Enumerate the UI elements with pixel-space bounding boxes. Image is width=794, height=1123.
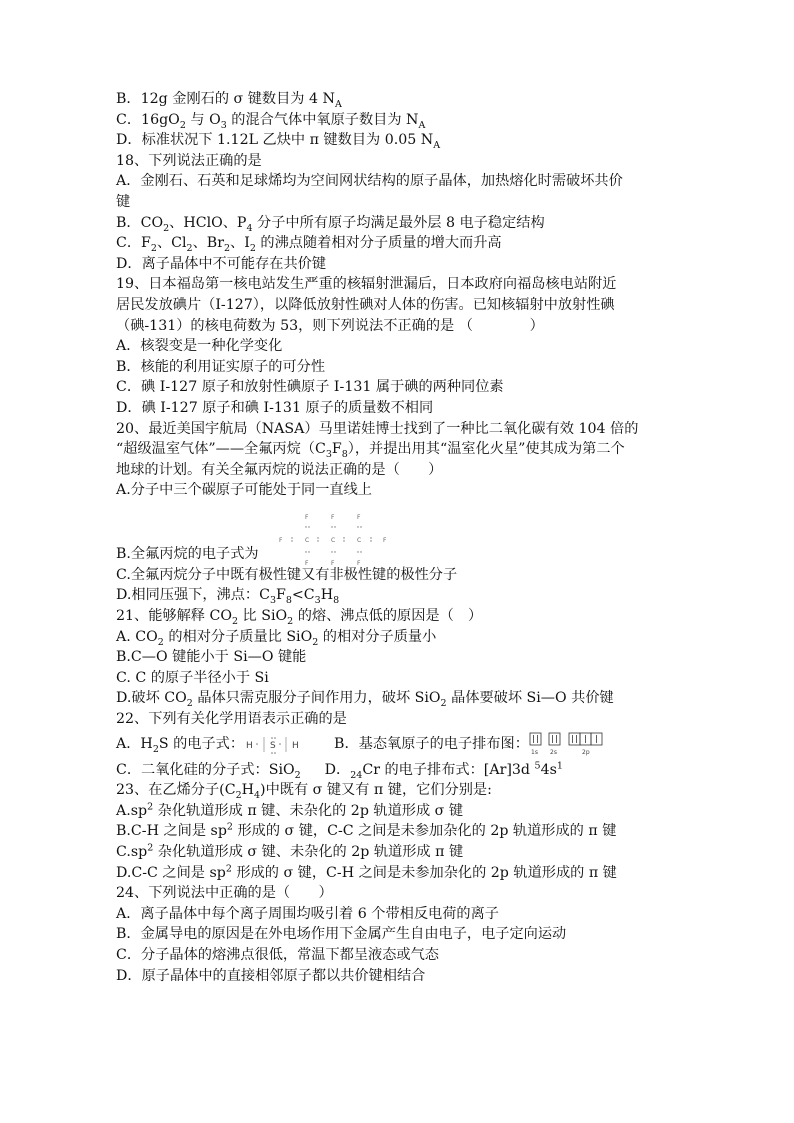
formula-c-3: C <box>356 536 361 544</box>
formula-c-1: C <box>304 536 309 544</box>
exam-page <box>116 89 676 986</box>
q20-stem-3: 地球的计划。有关全氟丙烷的说法正确的是（ ） <box>116 461 443 478</box>
q23-option-b: B.C-H 之间是 $sp^2$ 形成的 σ 键，C-C 之间是未参加杂化的 2p 轨道形成的 π 键 <box>116 821 617 840</box>
q20-option-b-row <box>116 501 676 565</box>
q21-option-b: B.C—O 键能小于 Si—O 键能 <box>116 649 307 666</box>
q23-option-a: $A.sp^2$ 杂化轨道形成 π 键、未杂化的 2p 轨道形成 σ 键 <box>116 801 464 819</box>
q22-option-d: D．$_{24}$Cr 的电子排布式：[Ar]3d $^54s^1$ <box>324 759 563 781</box>
q20-stem-2: “超级温室气体”——全氟丙烷$(C_3F_8)$，并提出用其“温室化火星”使其成为第二个 <box>116 441 625 460</box>
q19-option-b: B．核能的利用证实原子的可分性 <box>116 358 326 375</box>
q23-stem: 23、在乙烯分子$(C_2H_4)$中既有 σ 键又有 π 键，它们分别是: <box>116 782 492 802</box>
q24-option-b: B．金属导电的原因是在外电场作用下金属产生自由电子，电子定向运动 <box>116 926 567 943</box>
q19-option-c: C．碘 I-127 原子和放射性碘原子 I-131 属于碘的两种同位素 <box>116 379 504 396</box>
h2s-h-left: H <box>246 740 253 751</box>
orbital-label-2s: 2s <box>549 748 557 756</box>
q19-option-d: D．碘 I-127 原子和碘 I-131 原子的质量数不相同 <box>116 399 434 416</box>
q20-option-b: B.全氟丙烷的电子式为 <box>116 546 259 563</box>
q21-option-a: A. $CO_2$ 的相对分子质量比 SiO$_2$ 的相对分子质量小 <box>116 628 437 648</box>
q20-option-c: C.全氟丙烷分子中既有极性键又有非极性键的极性分子 <box>116 566 458 583</box>
q18-stem: 18、下列说法正确的是 <box>116 152 262 169</box>
formula-f-right: F <box>382 536 387 544</box>
q18-option-a-cont: 键 <box>116 193 131 210</box>
orbital-label-2p: 2p <box>581 748 590 756</box>
h2s-electron-formula <box>244 733 304 757</box>
q19-stem-1: 19、日本福岛第一核电站发生严重的核辐射泄漏后，日本政府向福岛核电站附近 <box>116 276 617 293</box>
orbital-label-1s: 1s <box>530 748 538 756</box>
q21-option-d: D.破坏 $CO_2$ 晶体只需克服分子间作用力，破坏 SiO$_2$ 晶体要破坏 Si—O 共价键 <box>116 690 614 710</box>
q20-stem-1: 20、最近美国宇航局（NASA）马里诺娃博士找到了一种比二氧化碳有效 104 倍的 <box>116 420 639 437</box>
q18-option-a: A．金刚石、石英和足球烯均为空间网状结构的原子晶体，加热熔化时需破坏共价 <box>116 173 623 190</box>
formula-f-top-2: F <box>330 513 335 521</box>
q20-option-a: A.分子中三个碳原子可能处于同一直线上 <box>116 482 372 499</box>
q22-option-a: A．$H_2S$ 的电子式： <box>116 736 245 756</box>
h2s-h-right: H <box>292 740 299 751</box>
formula-f-left: F <box>278 536 283 544</box>
formula-f-top-3: F <box>356 513 361 521</box>
q17-option-b: B．12g 金刚石的 σ 键数目为 4 $N_A$ <box>116 91 342 110</box>
q22-options-ab <box>116 730 676 760</box>
q18-option-d: D．离子晶体中不可能存在共价键 <box>116 255 327 272</box>
q22-options-cd <box>116 760 676 781</box>
q23-option-d: D.C-C 之间是 $sp^2$ 形成的 σ 键，C-H 之间是未参加杂化的 2p 轨道形成的 π 键 <box>116 862 617 881</box>
q18-option-b: B．$CO_2$、HClO、$P_4$ 分子中所有原子均满足最外层 8 电子稳定结构 <box>116 214 545 234</box>
oxygen-orbital-diagram <box>529 732 611 758</box>
q19-stem-2: 居民发放碘片（I-127），以降低放射性碘对人体的伤害。已知核辐射中放射性碘 <box>116 296 615 313</box>
q17-option-d: D．标准状况下 1.12L 乙炔中 π 键数目为 0.05 $N_A$ <box>116 132 441 152</box>
q22-option-c: C．二氧化硅的分子式：SiO$_2$ <box>116 761 301 781</box>
q22-stem: 22、下列有关化学用语表示正确的是 <box>116 711 347 728</box>
q19-option-a: A．核裂变是一种化学变化 <box>116 338 283 355</box>
q24-option-d: D．原子晶体中的直接相邻原子都以共价键相结合 <box>116 967 426 984</box>
q17-option-c: C．$16gO_2$ 与 $O_3$ 的混合气体中氧原子数目为 $N_A$ <box>116 111 426 131</box>
q18-option-c: C．$F_2$、$Cl_2$、$Br_2$、$I_2$ 的沸点随着相对分子质量的增大而升高 <box>116 235 502 254</box>
perfluoropropane-electron-formula <box>277 509 397 569</box>
q19-stem-3: （碘-131）的核电荷数为 53，则下列说法不正确的是 （ ） <box>116 317 544 334</box>
q24-option-a: A．离子晶体中每个离子周围均吸引着 6 个带相反电荷的离子 <box>116 905 499 922</box>
formula-c-2: C <box>330 536 335 544</box>
q24-stem: 24、下列说法中正确的是（ ） <box>116 885 333 902</box>
formula-f-bottom-3: F <box>356 559 361 567</box>
q21-option-c: C. C 的原子半径小于 Si <box>116 669 269 686</box>
h2s-s: S <box>270 740 276 751</box>
q23-option-c: $C.sp^2$ 杂化轨道形成 σ 键、未杂化的 2p 轨道形成 π 键 <box>116 842 464 860</box>
q21-stem: 21、能够解释 $CO_2$ 比 SiO$_2$ 的熔、沸点低的原因是（ ） <box>116 608 483 627</box>
q22-option-b: B．基态氧原子的电子排布图： <box>334 736 529 753</box>
q20-option-d: D.相同压强下，沸点：$C_3F_8<C_3H_8$ <box>116 587 340 607</box>
formula-f-top-1: F <box>304 513 309 521</box>
q24-option-c: C．分子晶体的熔沸点很低，常温下都呈液态或气态 <box>116 946 439 963</box>
formula-f-bottom-2: F <box>330 559 335 567</box>
formula-f-bottom-1: F <box>304 559 309 567</box>
